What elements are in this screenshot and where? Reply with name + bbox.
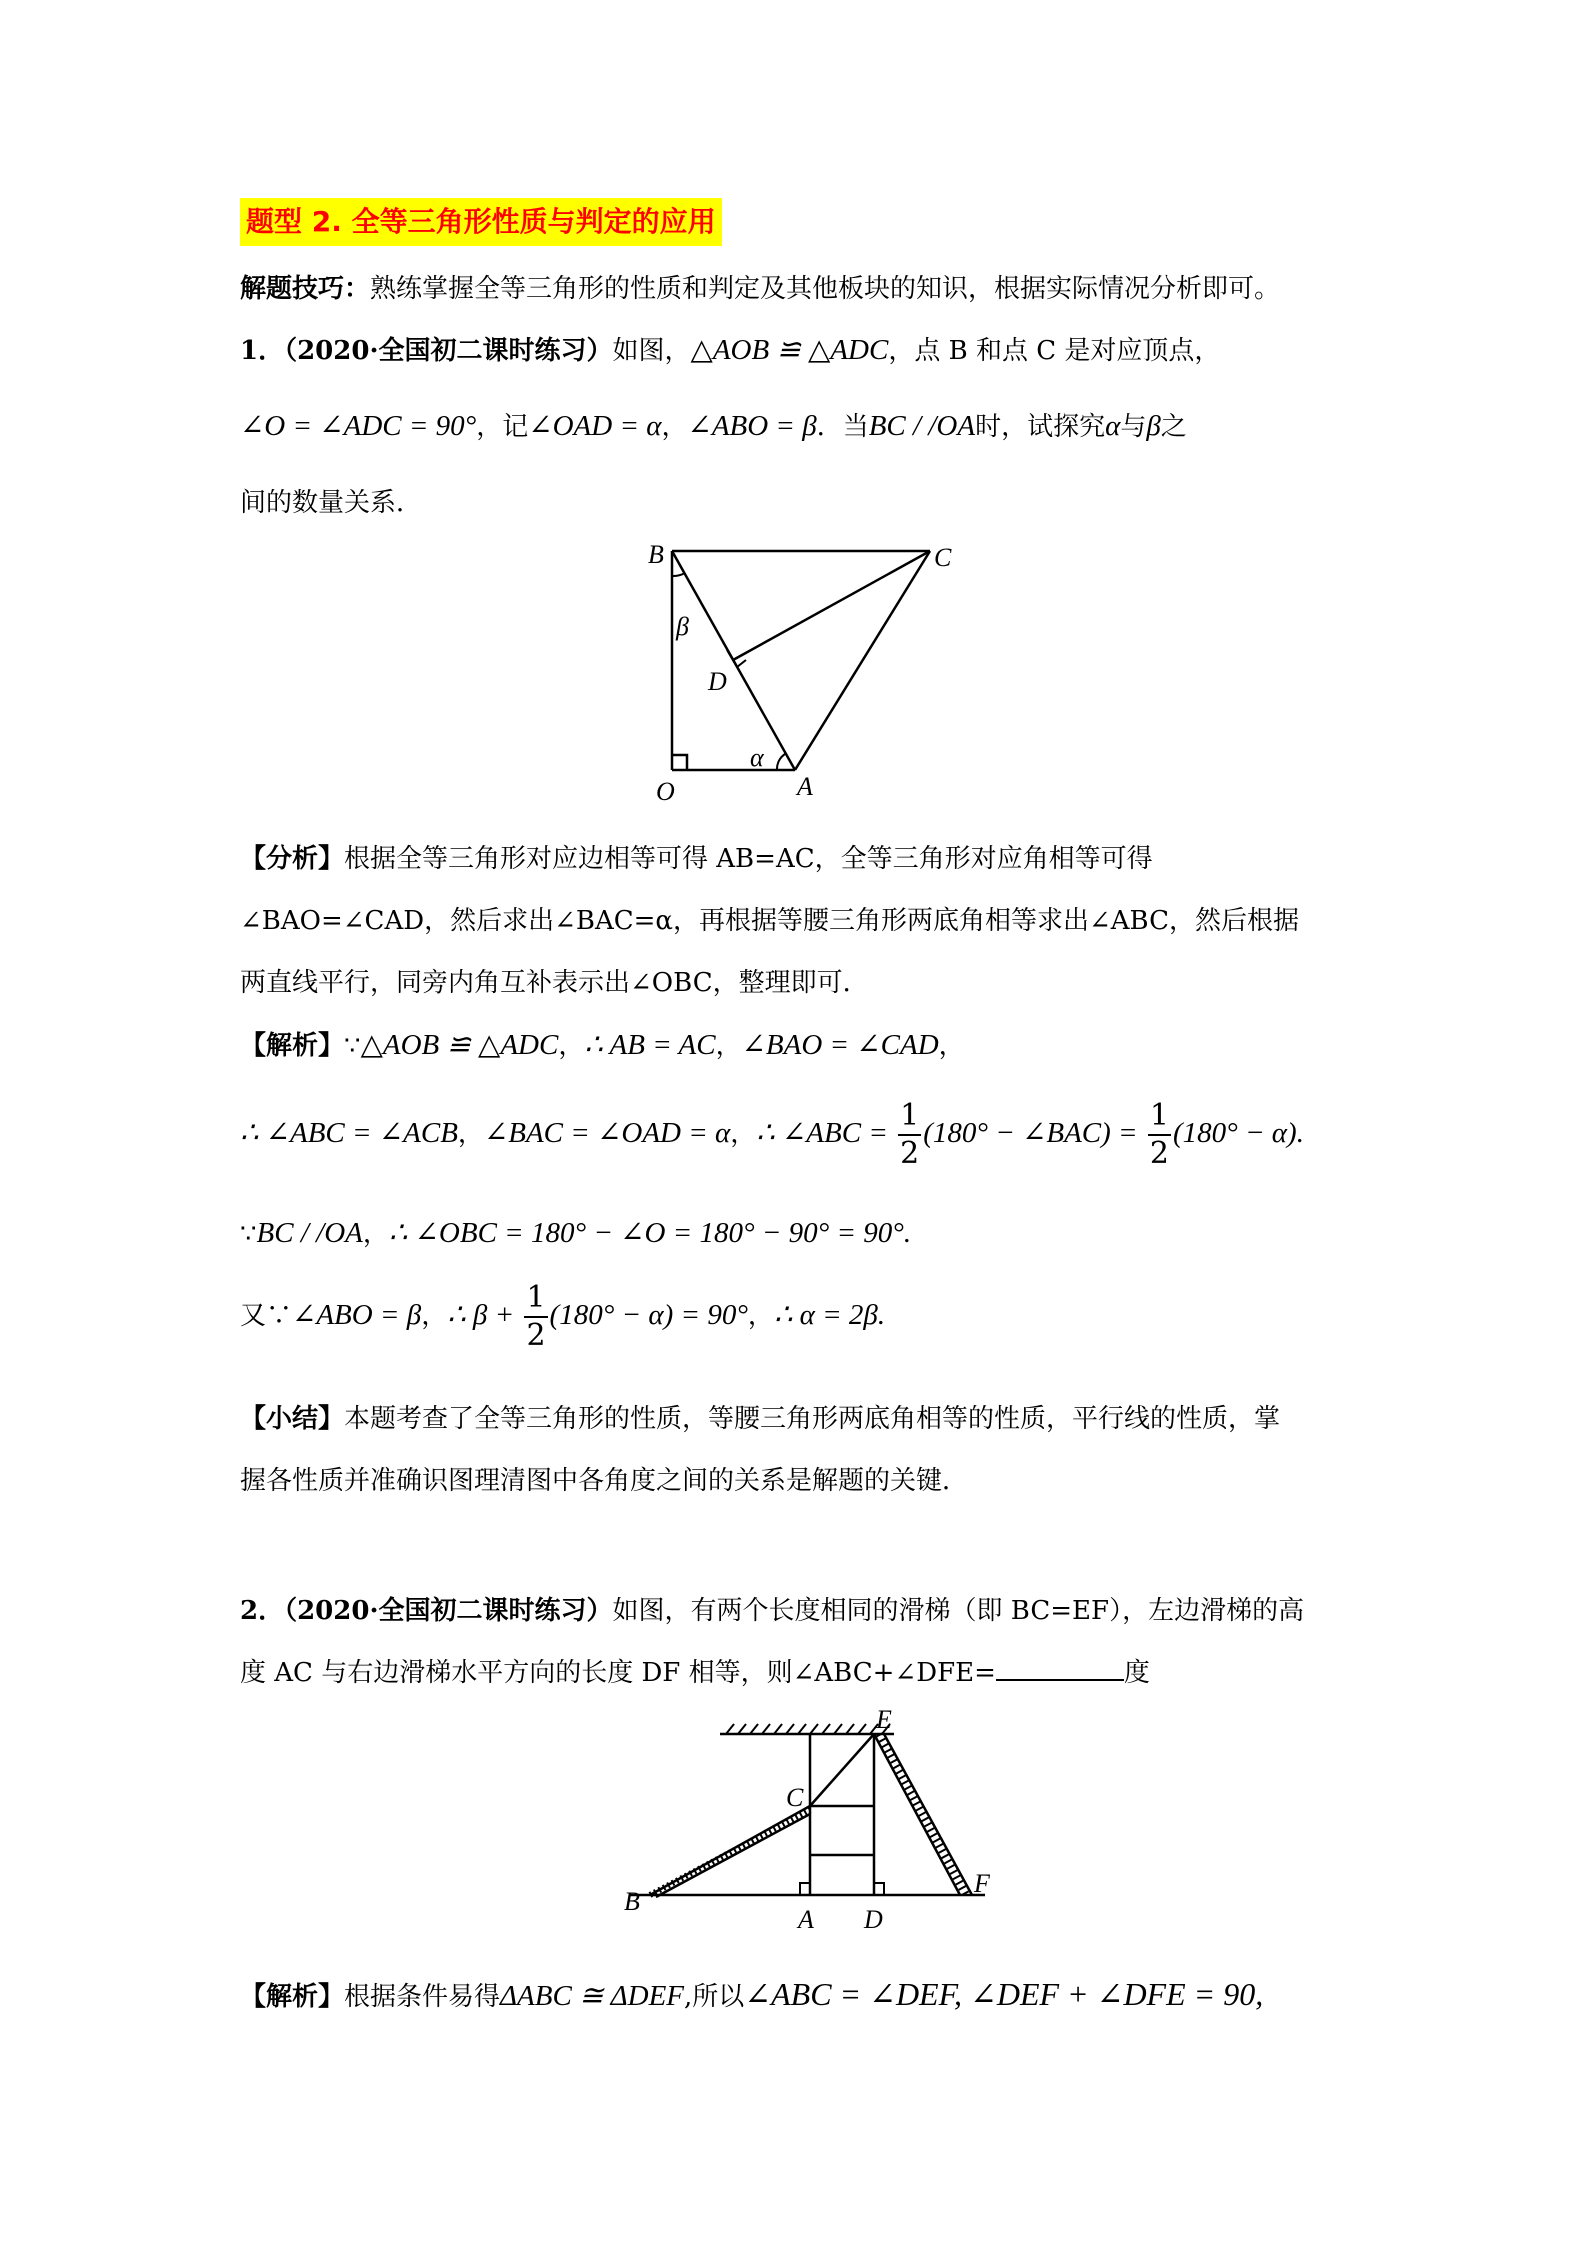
q2-solution-text: 根据条件易得 — [344, 1982, 501, 2012]
q2-line1 — [240, 1590, 1304, 1627]
solution-text: 又∵ — [240, 1301, 293, 1331]
segment-ce — [810, 1734, 874, 1806]
q1-math: ∠ABO = β — [687, 410, 817, 442]
summary-line2: 握各性质并准确识图理清图中各角度之间的关系是解题的关键． — [240, 1466, 969, 1496]
q2-source: （2020·全国初二课时练习） — [284, 1596, 613, 1626]
solution-math: ∴ ∠ABC = ∠ACB — [240, 1117, 458, 1149]
solution-line4 — [240, 1280, 885, 1354]
solution-line2 — [240, 1098, 1304, 1172]
q2-number: 2． — [240, 1596, 285, 1626]
q2-text: 度 AC 与右边滑梯水平方向的长度 DF 相等，则∠ABC+∠DFE= — [240, 1658, 996, 1688]
q1-line3: 间的数量关系． — [240, 488, 423, 518]
label-d: D — [708, 667, 727, 696]
solution-text: . — [877, 1299, 886, 1331]
q1-figure — [600, 530, 1000, 820]
label-c: C — [786, 1783, 804, 1812]
ceiling-hatch — [726, 1724, 890, 1734]
label-d: D — [864, 1905, 883, 1934]
q1-math: BC / /OA — [868, 410, 976, 442]
label-o: O — [656, 777, 675, 806]
analysis-text: 根据全等三角形对应边相等可得 AB=AC，全等三角形对应角相等可得 — [344, 844, 1153, 874]
solution-math: (180° − α) = 90° — [549, 1299, 748, 1331]
q2-solution-label: 【解析】 — [240, 1982, 345, 2012]
solution-label: 【解析】 — [240, 1031, 345, 1061]
fraction-denominator: 2 — [526, 1318, 546, 1353]
slide-ef — [874, 1734, 972, 1895]
right-angle-d — [874, 1883, 884, 1895]
solution-math: ∴ α = 2β — [773, 1299, 878, 1331]
tip-text: 熟练掌握全等三角形的性质和判定及其他板块的知识，根据实际情况分析即可。 — [370, 274, 1281, 304]
solution-text: . — [1296, 1117, 1304, 1149]
answer-blank[interactable] — [996, 1655, 1124, 1681]
tip-label: 解题技巧： — [240, 274, 371, 304]
label-f: F — [974, 1869, 990, 1898]
q2-solution-text: ,所以 — [684, 1982, 745, 2012]
q2-solution-math: ΔABC ≅ ΔDEF — [500, 1980, 685, 2012]
summary-line1 — [240, 1398, 1280, 1435]
q1-line1 — [240, 330, 1220, 367]
q1-math: △AOB ≌ △ADC — [690, 334, 889, 366]
solution-math: ∠BAO = ∠CAD — [741, 1029, 939, 1061]
q1-math: β — [1146, 410, 1161, 442]
solution-line1 — [240, 1025, 965, 1062]
q2-solution-line — [240, 1975, 1263, 2013]
solution-math: BC / /OA — [256, 1217, 363, 1249]
q1-text: ，点 B 和点 C 是对应顶点， — [888, 336, 1221, 366]
solution-text: ， — [421, 1301, 448, 1331]
q2-text: 如图，有两个长度相同的滑梯（即 BC=EF），左边滑梯的高 — [612, 1596, 1305, 1626]
q1-number: 1． — [240, 336, 285, 366]
analysis-label: 【分析】 — [240, 844, 345, 874]
solution-text: ， — [715, 1031, 742, 1061]
q2-solution-math: ∠ABC = ∠DEF, ∠DEF + ∠DFE = 90, — [744, 1976, 1264, 2012]
alpha-arc — [777, 754, 785, 770]
label-a: A — [797, 772, 813, 801]
fraction-denominator: 2 — [900, 1136, 920, 1171]
q1-text: 时，试探究 — [975, 412, 1106, 442]
section-title: 题型 2. 全等三角形性质与判定的应用 — [240, 198, 722, 246]
solution-text: ∵ — [344, 1031, 361, 1061]
solution-text: . — [903, 1217, 912, 1249]
solution-math: (180° − ∠BAC) = — [923, 1117, 1138, 1149]
q1-source: （2020·全国初二课时练习） — [284, 336, 613, 366]
segment-cd — [733, 551, 930, 660]
solution-text: ， — [730, 1119, 757, 1149]
q2-line2 — [240, 1652, 1150, 1689]
beta-arc — [672, 573, 685, 576]
solution-text: ， — [558, 1031, 585, 1061]
solution-math: ∠BAC = ∠OAD = α — [483, 1117, 731, 1149]
tip-line — [240, 268, 1280, 305]
q1-text: ， — [661, 412, 688, 442]
solution-math: △AOB ≌ △ADC — [360, 1029, 559, 1061]
fraction-half — [898, 1098, 921, 1172]
fraction-numerator: 1 — [1148, 1098, 1171, 1136]
right-angle-a — [800, 1883, 810, 1895]
solution-math: ∠ABO = β — [292, 1299, 422, 1331]
fraction-numerator: 1 — [898, 1098, 921, 1136]
q1-text: ．当 — [816, 412, 869, 442]
label-alpha: α — [750, 743, 764, 772]
solution-text: ， — [362, 1219, 389, 1249]
slide-bc — [650, 1806, 810, 1897]
q1-text: 如图， — [612, 336, 691, 366]
q1-text: 之 — [1160, 412, 1187, 442]
q1-text: ，记 — [476, 412, 529, 442]
label-a: A — [798, 1905, 814, 1934]
solution-math: (180° − α) — [1172, 1117, 1297, 1149]
q2-figure — [610, 1700, 1010, 1935]
label-beta: β — [676, 612, 689, 641]
analysis-line1 — [240, 838, 1153, 875]
solution-math: ∴ ∠ABC = — [756, 1117, 888, 1149]
label-e: E — [876, 1705, 892, 1734]
solution-math: ∴ AB = AC — [584, 1029, 716, 1061]
analysis-line3: 两直线平行，同旁内角互补表示出∠OBC，整理即可． — [240, 968, 869, 998]
q1-line2 — [240, 406, 1187, 443]
fraction-denominator: 2 — [1149, 1136, 1169, 1171]
summary-text: 本题考查了全等三角形的性质，等腰三角形两底角相等的性质，平行线的性质，掌 — [344, 1404, 1281, 1434]
label-b: B — [624, 1887, 640, 1916]
q1-math: ∠OAD = α — [528, 410, 662, 442]
solution-math: ∴ β + — [447, 1299, 515, 1331]
label-c: C — [934, 543, 952, 572]
fraction-half — [1148, 1098, 1171, 1172]
segment-ac — [795, 551, 930, 770]
right-angle-o — [672, 755, 687, 770]
q2-text: 度 — [1123, 1658, 1150, 1688]
q1-math: ∠O = ∠ADC = 90° — [240, 410, 477, 442]
fraction-half — [524, 1280, 547, 1354]
solution-text: ， — [747, 1301, 774, 1331]
q1-text: 与 — [1120, 412, 1147, 442]
label-b: B — [648, 540, 664, 569]
fraction-numerator: 1 — [524, 1280, 547, 1318]
solution-text: ， — [457, 1119, 484, 1149]
q1-math: α — [1105, 410, 1121, 442]
solution-math: ∴ ∠OBC = 180° − ∠O = 180° − 90° = 90° — [388, 1217, 904, 1249]
summary-label: 【小结】 — [240, 1404, 345, 1434]
solution-line3 — [240, 1213, 911, 1250]
solution-text: ， — [938, 1031, 965, 1061]
solution-text: ∵ — [240, 1219, 257, 1249]
analysis-line2: ∠BAO=∠CAD，然后求出∠BAC=α，再根据等腰三角形两底角相等求出∠ABC，然后根据 — [240, 906, 1300, 936]
